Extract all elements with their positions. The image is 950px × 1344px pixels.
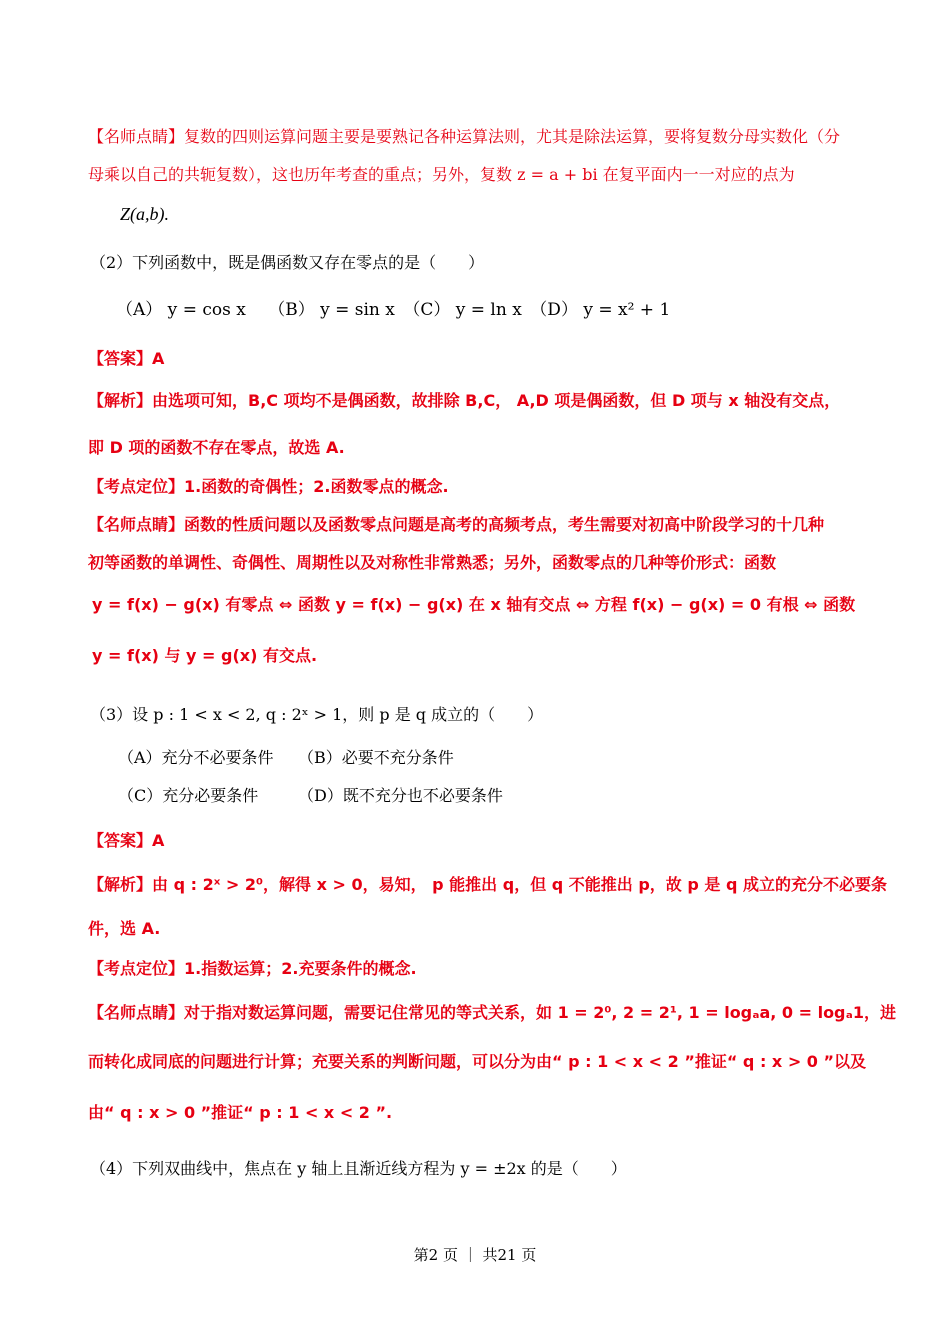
- tip-text: 函数的性质问题以及函数零点问题是高考的高频考点，考生需要对初高中阶段学习的十几种: [184, 515, 825, 534]
- question-4: （4）下列双曲线中，焦点在 y 轴上且渐近线方程为 y = ±2x 的是（ ）: [90, 1159, 627, 1178]
- question-3-option-c: （C）充分必要条件: [118, 786, 259, 805]
- question-3-option-a: （A）充分不必要条件: [118, 748, 274, 767]
- question-2: （2）下列函数中，既是偶函数又存在零点的是（ ）: [90, 253, 485, 272]
- kp-text: 1.函数的奇偶性；2.函数零点的概念.: [184, 477, 449, 496]
- tip-paragraph-1: [88, 124, 840, 147]
- tip-paragraph-1-line3: Z(a,b).: [120, 204, 169, 224]
- answer-2: [88, 346, 164, 369]
- tip-2-line2: 初等函数的单调性、奇偶性、周期性以及对称性非常熟悉；另外，函数零点的几种等价形式：函数: [88, 553, 777, 572]
- question-2-options: （A） y = cos x （B） y = sin x （C） y = ln x （D） y = x² + 1: [116, 300, 671, 320]
- analysis-2-line2: 即 D 项的函数不存在零点，故选 A.: [88, 438, 345, 457]
- question-3-option-b: （B）必要不充分条件: [298, 748, 454, 767]
- analysis-3: [88, 872, 887, 895]
- tip-3-line2: 而转化成同底的问题进行计算；充要关系的判断问题，可以分为由“ p : 1 < x < 2 ”推证“ q : x > 0 ”以及: [88, 1052, 867, 1071]
- knowledge-point-2: [88, 474, 449, 497]
- analysis-text: 由 q : 2ˣ > 2⁰，解得 x > 0，易知， p 能推出 q，但 q 不能推出 p，故 p 是 q 成立的充分不必要条: [152, 875, 887, 894]
- analysis-tag: 【解析】: [88, 391, 153, 410]
- kp-text: 1.指数运算；2.充要条件的概念.: [184, 959, 417, 978]
- tip-text: 复数的四则运算问题主要是要熟记各种运算法则，尤其是除法运算，要将复数分母实数化（分: [184, 127, 841, 146]
- tip-tag: 【名师点睛】: [88, 515, 185, 534]
- analysis-2: [88, 388, 840, 411]
- question-3-option-d: （D）既不充分也不必要条件: [298, 786, 503, 805]
- answer-value: A: [152, 831, 165, 850]
- answer-tag: 【答案】: [88, 349, 153, 368]
- kp-tag: 【考点定位】: [88, 477, 185, 496]
- page-footer: 第2 页 ｜ 共21 页: [413, 1246, 537, 1264]
- tip-3: [88, 1000, 896, 1023]
- tip-tag: 【名师点睛】: [88, 127, 185, 146]
- analysis-tag: 【解析】: [88, 875, 153, 894]
- tip-text: 对于指对数运算问题，需要记住常见的等式关系，如 1 = 2⁰, 2 = 2¹, 1 = logₐa, 0 = logₐ1，进: [184, 1003, 896, 1022]
- answer-tag: 【答案】: [88, 831, 153, 850]
- tip-2-line4: y = f(x) 与 y = g(x) 有交点.: [92, 646, 318, 665]
- knowledge-point-3: [88, 956, 417, 979]
- answer-value: A: [152, 349, 165, 368]
- tip-tag: 【名师点睛】: [88, 1003, 185, 1022]
- tip-2: [88, 512, 824, 535]
- analysis-3-line2: 件，选 A.: [88, 919, 161, 938]
- tip-3-line3: 由“ q : x > 0 ”推证“ p : 1 < x < 2 ”.: [88, 1103, 393, 1122]
- analysis-text: 由选项可知，B,C 项均不是偶函数，故排除 B,C， A,D 项是偶函数，但 D 项与 x 轴没有交点，: [152, 391, 841, 410]
- kp-tag: 【考点定位】: [88, 959, 185, 978]
- tip-2-line3: y = f(x) − g(x) 有零点 ⇔ 函数 y = f(x) − g(x) 在 x 轴有交点 ⇔ 方程 f(x) − g(x) = 0 有根 ⇔ 函数: [92, 595, 856, 614]
- question-3: （3）设 p : 1 < x < 2, q : 2ˣ > 1，则 p 是 q 成立的（ ）: [90, 705, 544, 724]
- answer-3: [88, 828, 164, 851]
- tip-paragraph-1-line2: 母乘以自己的共轭复数），这也历年考查的重点；另外，复数 z = a + bi 在复平面内一一对应的点为: [88, 165, 795, 184]
